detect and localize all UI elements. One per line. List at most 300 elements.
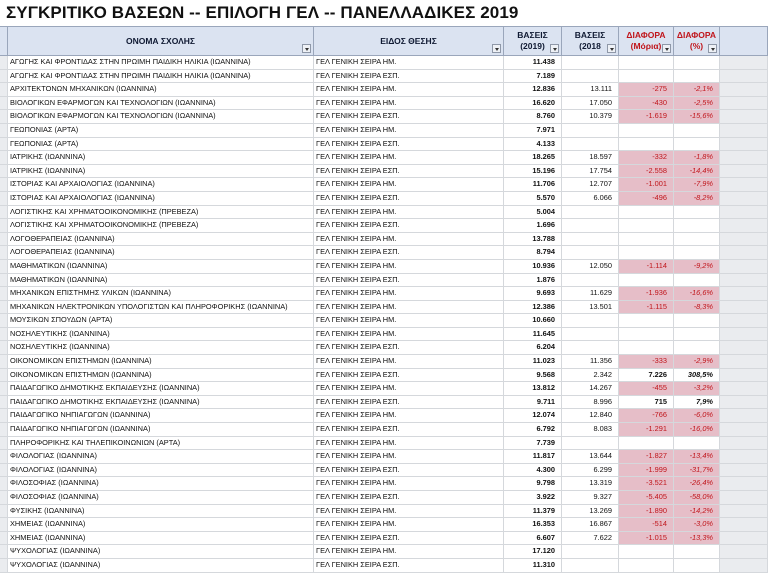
- position-type-cell[interactable]: ΓΕΛ ΓΕΝΙΚΗ ΣΕΙΡΑ ΕΣΠ.: [314, 491, 504, 504]
- row-header-cell[interactable]: [0, 409, 8, 422]
- empty-cell[interactable]: [720, 396, 768, 409]
- row-header-cell[interactable]: [0, 110, 8, 123]
- diff-points-cell[interactable]: -275: [619, 83, 674, 96]
- position-type-cell[interactable]: ΓΕΛ ΓΕΝΙΚΗ ΣΕΙΡΑ ΗΜ.: [314, 545, 504, 558]
- empty-cell[interactable]: [720, 178, 768, 191]
- base-2018-cell[interactable]: 13.111: [562, 83, 619, 96]
- position-type-cell[interactable]: ΓΕΛ ΓΕΝΙΚΗ ΣΕΙΡΑ ΗΜ.: [314, 56, 504, 69]
- table-row[interactable]: [0, 206, 768, 220]
- position-type-cell[interactable]: ΓΕΛ ΓΕΝΙΚΗ ΣΕΙΡΑ ΕΣΠ.: [314, 396, 504, 409]
- diff-percent-cell[interactable]: -8,3%: [674, 301, 720, 314]
- school-name-cell[interactable]: ΠΑΙΔΑΓΩΓΙΚΟ ΝΗΠΙΑΓΩΓΩΝ (ΙΩΑΝΝΙΝΑ): [8, 423, 314, 436]
- base-2019-cell[interactable]: 12.074: [504, 409, 562, 422]
- base-2018-cell[interactable]: 12.840: [562, 409, 619, 422]
- diff-points-cell[interactable]: -1.115: [619, 301, 674, 314]
- empty-cell[interactable]: [720, 491, 768, 504]
- base-2019-cell[interactable]: 11.438: [504, 56, 562, 69]
- table-row[interactable]: [0, 532, 768, 546]
- table-row[interactable]: [0, 233, 768, 247]
- base-2019-cell[interactable]: 9.693: [504, 287, 562, 300]
- base-2018-cell[interactable]: 6.066: [562, 192, 619, 205]
- base-2019-cell[interactable]: 10.660: [504, 314, 562, 327]
- table-row[interactable]: [0, 355, 768, 369]
- row-header-cell[interactable]: [0, 206, 8, 219]
- base-2019-cell[interactable]: 11.706: [504, 178, 562, 191]
- table-row[interactable]: [0, 423, 768, 437]
- diff-percent-cell[interactable]: -2,1%: [674, 83, 720, 96]
- row-header-cell[interactable]: [0, 151, 8, 164]
- diff-percent-cell[interactable]: [674, 206, 720, 219]
- diff-points-cell[interactable]: -333: [619, 355, 674, 368]
- base-2019-cell[interactable]: 11.310: [504, 559, 562, 572]
- base-2018-cell[interactable]: 17.050: [562, 97, 619, 110]
- empty-cell[interactable]: [720, 545, 768, 558]
- table-row[interactable]: [0, 178, 768, 192]
- table-row[interactable]: [0, 192, 768, 206]
- row-header-cell[interactable]: [0, 450, 8, 463]
- base-2019-cell[interactable]: 7.739: [504, 437, 562, 450]
- diff-percent-cell[interactable]: -2,5%: [674, 97, 720, 110]
- school-name-cell[interactable]: ΓΕΩΠΟΝΙΑΣ (ΑΡΤΑ): [8, 124, 314, 137]
- school-name-cell[interactable]: ΨΥΧΟΛΟΓΙΑΣ (ΙΩΑΝΝΙΝΑ): [8, 545, 314, 558]
- table-row[interactable]: [0, 151, 768, 165]
- table-row[interactable]: [0, 464, 768, 478]
- row-header-cell[interactable]: [0, 477, 8, 490]
- school-name-cell[interactable]: ΜΑΘΗΜΑΤΙΚΩΝ (ΙΩΑΝΝΙΝΑ): [8, 274, 314, 287]
- base-2019-cell[interactable]: 15.196: [504, 165, 562, 178]
- row-header-cell[interactable]: [0, 301, 8, 314]
- row-header-cell[interactable]: [0, 56, 8, 69]
- position-type-cell[interactable]: ΓΕΛ ΓΕΝΙΚΗ ΣΕΙΡΑ ΗΜ.: [314, 206, 504, 219]
- school-name-cell[interactable]: ΧΗΜΕΙΑΣ (ΙΩΑΝΝΙΝΑ): [8, 532, 314, 545]
- row-header-cell[interactable]: [0, 518, 8, 531]
- diff-points-cell[interactable]: [619, 328, 674, 341]
- base-2018-cell[interactable]: [562, 559, 619, 572]
- base-2019-cell[interactable]: 11.023: [504, 355, 562, 368]
- row-header-cell[interactable]: [0, 355, 8, 368]
- row-header-cell[interactable]: [0, 382, 8, 395]
- table-row[interactable]: [0, 341, 768, 355]
- school-name-cell[interactable]: ΧΗΜΕΙΑΣ (ΙΩΑΝΝΙΝΑ): [8, 518, 314, 531]
- diff-points-cell[interactable]: -1.001: [619, 178, 674, 191]
- diff-percent-cell[interactable]: -26,4%: [674, 477, 720, 490]
- table-row[interactable]: [0, 260, 768, 274]
- row-header-cell[interactable]: [0, 124, 8, 137]
- empty-cell[interactable]: [720, 532, 768, 545]
- school-name-cell[interactable]: ΨΥΧΟΛΟΓΙΑΣ (ΙΩΑΝΝΙΝΑ): [8, 559, 314, 572]
- base-2019-cell[interactable]: 18.265: [504, 151, 562, 164]
- position-type-cell[interactable]: ΓΕΛ ΓΕΝΙΚΗ ΣΕΙΡΑ ΗΜ.: [314, 477, 504, 490]
- table-row[interactable]: [0, 246, 768, 260]
- table-row[interactable]: [0, 301, 768, 315]
- diff-points-cell[interactable]: [619, 56, 674, 69]
- position-type-cell[interactable]: ΓΕΛ ΓΕΝΙΚΗ ΣΕΙΡΑ ΕΣΠ.: [314, 138, 504, 151]
- base-2019-cell[interactable]: 3.922: [504, 491, 562, 504]
- school-name-cell[interactable]: ΙΣΤΟΡΙΑΣ ΚΑΙ ΑΡΧΑΙΟΛΟΓΙΑΣ (ΙΩΑΝΝΙΝΑ): [8, 178, 314, 191]
- school-name-cell[interactable]: ΦΙΛΟΛΟΓΙΑΣ (ΙΩΑΝΝΙΝΑ): [8, 450, 314, 463]
- diff-points-cell[interactable]: -1.827: [619, 450, 674, 463]
- row-header-cell[interactable]: [0, 274, 8, 287]
- position-type-cell[interactable]: ΓΕΛ ΓΕΝΙΚΗ ΣΕΙΡΑ ΕΣΠ.: [314, 369, 504, 382]
- empty-cell[interactable]: [720, 274, 768, 287]
- school-name-cell[interactable]: ΠΑΙΔΑΓΩΓΙΚΟ ΔΗΜΟΤΙΚΗΣ ΕΚΠΑΙΔΕΥΣΗΣ (ΙΩΑΝΝΙΝΑ): [8, 382, 314, 395]
- diff-percent-cell[interactable]: [674, 138, 720, 151]
- base-2018-cell[interactable]: [562, 274, 619, 287]
- table-row[interactable]: [0, 219, 768, 233]
- diff-percent-cell[interactable]: -8,2%: [674, 192, 720, 205]
- diff-percent-cell[interactable]: -9,2%: [674, 260, 720, 273]
- base-2018-cell[interactable]: 8.996: [562, 396, 619, 409]
- empty-cell[interactable]: [720, 518, 768, 531]
- empty-cell[interactable]: [720, 97, 768, 110]
- base-2018-cell[interactable]: 10.379: [562, 110, 619, 123]
- table-row[interactable]: [0, 396, 768, 410]
- base-2019-cell[interactable]: 7.189: [504, 70, 562, 83]
- empty-cell[interactable]: [720, 559, 768, 572]
- diff-percent-cell[interactable]: -13,4%: [674, 450, 720, 463]
- base-2018-cell[interactable]: 18.597: [562, 151, 619, 164]
- table-row[interactable]: [0, 314, 768, 328]
- base-2019-cell[interactable]: 12.386: [504, 301, 562, 314]
- school-name-cell[interactable]: ΛΟΓΙΣΤΙΚΗΣ ΚΑΙ ΧΡΗΜΑΤΟΟΙΚΟΝΟΜΙΚΗΣ (ΠΡΕΒΕΖΑ): [8, 219, 314, 232]
- diff-points-cell[interactable]: [619, 219, 674, 232]
- row-header-cell[interactable]: [0, 341, 8, 354]
- base-2019-cell[interactable]: 10.936: [504, 260, 562, 273]
- position-type-cell[interactable]: ΓΕΛ ΓΕΝΙΚΗ ΣΕΙΡΑ ΗΜ.: [314, 355, 504, 368]
- row-header-cell[interactable]: [0, 559, 8, 572]
- diff-percent-cell[interactable]: [674, 328, 720, 341]
- position-type-cell[interactable]: ΓΕΛ ΓΕΝΙΚΗ ΣΕΙΡΑ ΗΜ.: [314, 328, 504, 341]
- base-2019-cell[interactable]: 16.353: [504, 518, 562, 531]
- diff-percent-cell[interactable]: [674, 219, 720, 232]
- position-type-cell[interactable]: ΓΕΛ ΓΕΝΙΚΗ ΣΕΙΡΑ ΗΜ.: [314, 287, 504, 300]
- school-name-cell[interactable]: ΑΓΩΓΗΣ ΚΑΙ ΦΡΟΝΤΙΔΑΣ ΣΤΗΝ ΠΡΩΙΜΗ ΠΑΙΔΙΚΗ ΗΛΙΚΙΑ (ΙΩΑΝΝΙΝΑ): [8, 56, 314, 69]
- diff-percent-cell[interactable]: -3,2%: [674, 382, 720, 395]
- table-row[interactable]: [0, 274, 768, 288]
- base-2018-cell[interactable]: [562, 70, 619, 83]
- diff-percent-cell[interactable]: [674, 274, 720, 287]
- diff-points-cell[interactable]: [619, 246, 674, 259]
- position-type-cell[interactable]: ΓΕΛ ΓΕΝΙΚΗ ΣΕΙΡΑ ΕΣΠ.: [314, 246, 504, 259]
- school-name-cell[interactable]: ΛΟΓΟΘΕΡΑΠΕΙΑΣ (ΙΩΑΝΝΙΝΑ): [8, 233, 314, 246]
- table-row[interactable]: [0, 124, 768, 138]
- school-name-cell[interactable]: ΙΑΤΡΙΚΗΣ (ΙΩΑΝΝΙΝΑ): [8, 165, 314, 178]
- base-2019-cell[interactable]: 4.300: [504, 464, 562, 477]
- empty-cell[interactable]: [720, 409, 768, 422]
- school-name-cell[interactable]: ΒΙΟΛΟΓΙΚΩΝ ΕΦΑΡΜΟΓΩΝ ΚΑΙ ΤΕΧΝΟΛΟΓΙΩΝ (ΙΩΑΝΝΙΝΑ): [8, 110, 314, 123]
- filter-dropdown-icon[interactable]: [662, 44, 671, 53]
- base-2018-cell[interactable]: 12.707: [562, 178, 619, 191]
- position-type-cell[interactable]: ΓΕΛ ΓΕΝΙΚΗ ΣΕΙΡΑ ΗΜ.: [314, 151, 504, 164]
- position-type-cell[interactable]: ΓΕΛ ΓΕΝΙΚΗ ΣΕΙΡΑ ΕΣΠ.: [314, 165, 504, 178]
- empty-cell[interactable]: [720, 477, 768, 490]
- base-2019-cell[interactable]: 1.876: [504, 274, 562, 287]
- table-row[interactable]: [0, 545, 768, 559]
- diff-percent-cell[interactable]: -7,9%: [674, 178, 720, 191]
- diff-points-cell[interactable]: -2.558: [619, 165, 674, 178]
- diff-points-cell[interactable]: [619, 124, 674, 137]
- row-header-cell[interactable]: [0, 328, 8, 341]
- diff-percent-cell[interactable]: 7,9%: [674, 396, 720, 409]
- base-2019-cell[interactable]: 6.607: [504, 532, 562, 545]
- row-header-cell[interactable]: [0, 219, 8, 232]
- diff-points-cell[interactable]: -496: [619, 192, 674, 205]
- empty-cell[interactable]: [720, 423, 768, 436]
- table-row[interactable]: [0, 165, 768, 179]
- diff-percent-cell[interactable]: [674, 70, 720, 83]
- position-type-cell[interactable]: ΓΕΛ ΓΕΝΙΚΗ ΣΕΙΡΑ ΗΜ.: [314, 505, 504, 518]
- filter-dropdown-icon[interactable]: [302, 44, 311, 53]
- empty-cell[interactable]: [720, 151, 768, 164]
- diff-percent-cell[interactable]: [674, 559, 720, 572]
- empty-cell[interactable]: [720, 124, 768, 137]
- base-2018-cell[interactable]: 9.327: [562, 491, 619, 504]
- row-header-cell[interactable]: [0, 138, 8, 151]
- diff-points-cell[interactable]: -1.015: [619, 532, 674, 545]
- base-2018-cell[interactable]: [562, 246, 619, 259]
- base-2018-cell[interactable]: [562, 437, 619, 450]
- row-header-cell[interactable]: [0, 532, 8, 545]
- diff-points-cell[interactable]: -1.114: [619, 260, 674, 273]
- empty-cell[interactable]: [720, 165, 768, 178]
- school-name-cell[interactable]: ΒΙΟΛΟΓΙΚΩΝ ΕΦΑΡΜΟΓΩΝ ΚΑΙ ΤΕΧΝΟΛΟΓΙΩΝ (ΙΩΑΝΝΙΝΑ): [8, 97, 314, 110]
- diff-points-cell[interactable]: -332: [619, 151, 674, 164]
- base-2019-cell[interactable]: 5.570: [504, 192, 562, 205]
- base-2019-cell[interactable]: 11.379: [504, 505, 562, 518]
- row-header-cell[interactable]: [0, 491, 8, 504]
- position-type-cell[interactable]: ΓΕΛ ΓΕΝΙΚΗ ΣΕΙΡΑ ΗΜ.: [314, 83, 504, 96]
- empty-cell[interactable]: [720, 70, 768, 83]
- position-type-cell[interactable]: ΓΕΛ ΓΕΝΙΚΗ ΣΕΙΡΑ ΕΣΠ.: [314, 192, 504, 205]
- position-type-cell[interactable]: ΓΕΛ ΓΕΝΙΚΗ ΣΕΙΡΑ ΕΣΠ.: [314, 464, 504, 477]
- empty-cell[interactable]: [720, 464, 768, 477]
- school-name-cell[interactable]: ΑΓΩΓΗΣ ΚΑΙ ΦΡΟΝΤΙΔΑΣ ΣΤΗΝ ΠΡΩΙΜΗ ΠΑΙΔΙΚΗ ΗΛΙΚΙΑ (ΙΩΑΝΝΙΝΑ): [8, 70, 314, 83]
- position-type-cell[interactable]: ΓΕΛ ΓΕΝΙΚΗ ΣΕΙΡΑ ΗΜ.: [314, 260, 504, 273]
- diff-points-cell[interactable]: -1.619: [619, 110, 674, 123]
- school-name-cell[interactable]: ΙΣΤΟΡΙΑΣ ΚΑΙ ΑΡΧΑΙΟΛΟΓΙΑΣ (ΙΩΑΝΝΙΝΑ): [8, 192, 314, 205]
- diff-points-cell[interactable]: [619, 138, 674, 151]
- row-header-cell[interactable]: [0, 396, 8, 409]
- table-row[interactable]: [0, 83, 768, 97]
- position-type-cell[interactable]: ΓΕΛ ΓΕΝΙΚΗ ΣΕΙΡΑ ΕΣΠ.: [314, 110, 504, 123]
- diff-percent-cell[interactable]: [674, 124, 720, 137]
- empty-cell[interactable]: [720, 314, 768, 327]
- position-type-cell[interactable]: ΓΕΛ ΓΕΝΙΚΗ ΣΕΙΡΑ ΗΜ.: [314, 124, 504, 137]
- diff-percent-cell[interactable]: [674, 437, 720, 450]
- base-2018-cell[interactable]: 16.867: [562, 518, 619, 531]
- position-type-cell[interactable]: ΓΕΛ ΓΕΝΙΚΗ ΣΕΙΡΑ ΗΜ.: [314, 97, 504, 110]
- base-2018-cell[interactable]: [562, 314, 619, 327]
- diff-points-cell[interactable]: -3.521: [619, 477, 674, 490]
- diff-percent-cell[interactable]: -14,4%: [674, 165, 720, 178]
- school-name-cell[interactable]: ΦΙΛΟΣΟΦΙΑΣ (ΙΩΑΝΝΙΝΑ): [8, 491, 314, 504]
- diff-points-cell[interactable]: [619, 559, 674, 572]
- position-type-cell[interactable]: ΓΕΛ ΓΕΝΙΚΗ ΣΕΙΡΑ ΗΜ.: [314, 450, 504, 463]
- diff-points-cell[interactable]: [619, 233, 674, 246]
- school-name-cell[interactable]: ΜΑΘΗΜΑΤΙΚΩΝ (ΙΩΑΝΝΙΝΑ): [8, 260, 314, 273]
- base-2018-cell[interactable]: 2.342: [562, 369, 619, 382]
- position-type-cell[interactable]: ΓΕΛ ΓΕΝΙΚΗ ΣΕΙΡΑ ΗΜ.: [314, 314, 504, 327]
- base-2019-cell[interactable]: 8.760: [504, 110, 562, 123]
- school-name-cell[interactable]: ΙΑΤΡΙΚΗΣ (ΙΩΑΝΝΙΝΑ): [8, 151, 314, 164]
- diff-percent-cell[interactable]: -15,6%: [674, 110, 720, 123]
- base-2019-cell[interactable]: 11.645: [504, 328, 562, 341]
- base-2019-cell[interactable]: 1.696: [504, 219, 562, 232]
- filter-dropdown-icon[interactable]: [550, 44, 559, 53]
- position-type-cell[interactable]: ΓΕΛ ΓΕΝΙΚΗ ΣΕΙΡΑ ΗΜ.: [314, 178, 504, 191]
- row-header-cell[interactable]: [0, 369, 8, 382]
- diff-points-cell[interactable]: -430: [619, 97, 674, 110]
- table-row[interactable]: [0, 56, 768, 70]
- diff-percent-cell[interactable]: -6,0%: [674, 409, 720, 422]
- position-type-cell[interactable]: ΓΕΛ ΓΕΝΙΚΗ ΣΕΙΡΑ ΗΜ.: [314, 518, 504, 531]
- school-name-cell[interactable]: ΛΟΓΙΣΤΙΚΗΣ ΚΑΙ ΧΡΗΜΑΤΟΟΙΚΟΝΟΜΙΚΗΣ (ΠΡΕΒΕΖΑ): [8, 206, 314, 219]
- school-name-cell[interactable]: ΜΗΧΑΝΙΚΩΝ ΗΛΕΚΤΡΟΝΙΚΩΝ ΥΠΟΛΟΓΙΣΤΩΝ ΚΑΙ ΠΛΗΡΟΦΟΡΙΚΗΣ (ΙΩΑΝΝΙΝΑ): [8, 301, 314, 314]
- school-name-cell[interactable]: ΑΡΧΙΤΕΚΤΟΝΩΝ ΜΗΧΑΝΙΚΩΝ (ΙΩΑΝΝΙΝΑ): [8, 83, 314, 96]
- table-row[interactable]: [0, 477, 768, 491]
- diff-points-cell[interactable]: -455: [619, 382, 674, 395]
- row-header-cell[interactable]: [0, 314, 8, 327]
- diff-percent-cell[interactable]: -31,7%: [674, 464, 720, 477]
- diff-points-cell[interactable]: [619, 545, 674, 558]
- empty-cell[interactable]: [720, 83, 768, 96]
- base-2018-cell[interactable]: 8.083: [562, 423, 619, 436]
- base-2018-cell[interactable]: 13.644: [562, 450, 619, 463]
- base-2018-cell[interactable]: [562, 56, 619, 69]
- diff-points-cell[interactable]: [619, 314, 674, 327]
- base-2018-cell[interactable]: 12.050: [562, 260, 619, 273]
- row-header-cell[interactable]: [0, 83, 8, 96]
- table-row[interactable]: [0, 382, 768, 396]
- base-2018-cell[interactable]: 17.754: [562, 165, 619, 178]
- school-name-cell[interactable]: ΦΙΛΟΣΟΦΙΑΣ (ΙΩΑΝΝΙΝΑ): [8, 477, 314, 490]
- table-row[interactable]: [0, 437, 768, 451]
- position-type-cell[interactable]: ΓΕΛ ΓΕΝΙΚΗ ΣΕΙΡΑ ΕΣΠ.: [314, 219, 504, 232]
- position-type-cell[interactable]: ΓΕΛ ΓΕΝΙΚΗ ΣΕΙΡΑ ΗΜ.: [314, 382, 504, 395]
- base-2018-cell[interactable]: [562, 328, 619, 341]
- empty-cell[interactable]: [720, 233, 768, 246]
- diff-percent-cell[interactable]: -16,6%: [674, 287, 720, 300]
- empty-cell[interactable]: [720, 437, 768, 450]
- base-2018-cell[interactable]: [562, 138, 619, 151]
- table-row[interactable]: [0, 328, 768, 342]
- row-header-cell[interactable]: [0, 287, 8, 300]
- diff-percent-cell[interactable]: [674, 341, 720, 354]
- diff-points-cell[interactable]: -1.999: [619, 464, 674, 477]
- diff-percent-cell[interactable]: -13,3%: [674, 532, 720, 545]
- diff-points-cell[interactable]: [619, 70, 674, 83]
- position-type-cell[interactable]: ΓΕΛ ΓΕΝΙΚΗ ΣΕΙΡΑ ΕΣΠ.: [314, 274, 504, 287]
- base-2018-cell[interactable]: [562, 219, 619, 232]
- diff-percent-cell[interactable]: -16,0%: [674, 423, 720, 436]
- school-name-cell[interactable]: ΜΟΥΣΙΚΩΝ ΣΠΟΥΔΩΝ (ΑΡΤΑ): [8, 314, 314, 327]
- empty-cell[interactable]: [720, 219, 768, 232]
- base-2018-cell[interactable]: [562, 545, 619, 558]
- base-2018-cell[interactable]: 11.629: [562, 287, 619, 300]
- diff-points-cell[interactable]: -1.291: [619, 423, 674, 436]
- base-2018-cell[interactable]: 13.501: [562, 301, 619, 314]
- empty-cell[interactable]: [720, 450, 768, 463]
- school-name-cell[interactable]: ΜΗΧΑΝΙΚΩΝ ΕΠΙΣΤΗΜΗΣ ΥΛΙΚΩΝ (ΙΩΑΝΝΙΝΑ): [8, 287, 314, 300]
- row-header-cell[interactable]: [0, 437, 8, 450]
- position-type-cell[interactable]: ΓΕΛ ΓΕΝΙΚΗ ΣΕΙΡΑ ΕΣΠ.: [314, 341, 504, 354]
- base-2019-cell[interactable]: 9.798: [504, 477, 562, 490]
- row-header-cell[interactable]: [0, 423, 8, 436]
- school-name-cell[interactable]: ΟΙΚΟΝΟΜΙΚΩΝ ΕΠΙΣΤΗΜΩΝ (ΙΩΑΝΝΙΝΑ): [8, 369, 314, 382]
- position-type-cell[interactable]: ΓΕΛ ΓΕΝΙΚΗ ΣΕΙΡΑ ΕΣΠ.: [314, 423, 504, 436]
- diff-percent-cell[interactable]: [674, 56, 720, 69]
- school-name-cell[interactable]: ΝΟΣΗΛΕΥΤΙΚΗΣ (ΙΩΑΝΝΙΝΑ): [8, 328, 314, 341]
- empty-cell[interactable]: [720, 56, 768, 69]
- empty-cell[interactable]: [720, 246, 768, 259]
- diff-points-cell[interactable]: [619, 206, 674, 219]
- diff-percent-cell[interactable]: [674, 246, 720, 259]
- base-2019-cell[interactable]: 16.620: [504, 97, 562, 110]
- row-header-cell[interactable]: [0, 464, 8, 477]
- diff-points-cell[interactable]: -766: [619, 409, 674, 422]
- diff-points-cell[interactable]: -1.936: [619, 287, 674, 300]
- diff-percent-cell[interactable]: -58,0%: [674, 491, 720, 504]
- diff-points-cell[interactable]: [619, 437, 674, 450]
- diff-percent-cell[interactable]: [674, 314, 720, 327]
- position-type-cell[interactable]: ΓΕΛ ΓΕΝΙΚΗ ΣΕΙΡΑ ΗΜ.: [314, 301, 504, 314]
- row-header-cell[interactable]: [0, 545, 8, 558]
- row-header-cell[interactable]: [0, 260, 8, 273]
- diff-percent-cell[interactable]: [674, 545, 720, 558]
- diff-points-cell[interactable]: -514: [619, 518, 674, 531]
- base-2018-cell[interactable]: [562, 341, 619, 354]
- empty-cell[interactable]: [720, 355, 768, 368]
- empty-cell[interactable]: [720, 192, 768, 205]
- table-row[interactable]: [0, 450, 768, 464]
- diff-points-cell[interactable]: -1.890: [619, 505, 674, 518]
- table-row[interactable]: [0, 138, 768, 152]
- row-header-cell[interactable]: [0, 178, 8, 191]
- position-type-cell[interactable]: ΓΕΛ ΓΕΝΙΚΗ ΣΕΙΡΑ ΕΣΠ.: [314, 532, 504, 545]
- table-row[interactable]: [0, 97, 768, 111]
- row-header-cell[interactable]: [0, 70, 8, 83]
- base-2018-cell[interactable]: [562, 206, 619, 219]
- diff-percent-cell[interactable]: 308,5%: [674, 369, 720, 382]
- table-row[interactable]: [0, 287, 768, 301]
- diff-percent-cell[interactable]: [674, 233, 720, 246]
- school-name-cell[interactable]: ΟΙΚΟΝΟΜΙΚΩΝ ΕΠΙΣΤΗΜΩΝ (ΙΩΑΝΝΙΝΑ): [8, 355, 314, 368]
- position-type-cell[interactable]: ΓΕΛ ΓΕΝΙΚΗ ΣΕΙΡΑ ΗΜ.: [314, 437, 504, 450]
- school-name-cell[interactable]: ΠΛΗΡΟΦΟΡΙΚΗΣ ΚΑΙ ΤΗΛΕΠΙΚΟΙΝΩΝΙΩΝ (ΑΡΤΑ): [8, 437, 314, 450]
- base-2019-cell[interactable]: 8.794: [504, 246, 562, 259]
- base-2019-cell[interactable]: 6.204: [504, 341, 562, 354]
- row-header-cell[interactable]: [0, 97, 8, 110]
- diff-points-cell[interactable]: 715: [619, 396, 674, 409]
- diff-points-cell[interactable]: -5.405: [619, 491, 674, 504]
- school-name-cell[interactable]: ΓΕΩΠΟΝΙΑΣ (ΑΡΤΑ): [8, 138, 314, 151]
- row-header-cell[interactable]: [0, 233, 8, 246]
- school-name-cell[interactable]: ΦΥΣΙΚΗΣ (ΙΩΑΝΝΙΝΑ): [8, 505, 314, 518]
- base-2019-cell[interactable]: 9.568: [504, 369, 562, 382]
- empty-cell[interactable]: [720, 328, 768, 341]
- position-type-cell[interactable]: ΓΕΛ ΓΕΝΙΚΗ ΣΕΙΡΑ ΗΜ.: [314, 409, 504, 422]
- empty-cell[interactable]: [720, 341, 768, 354]
- row-header-cell[interactable]: [0, 192, 8, 205]
- base-2019-cell[interactable]: 7.971: [504, 124, 562, 137]
- school-name-cell[interactable]: ΦΙΛΟΛΟΓΙΑΣ (ΙΩΑΝΝΙΝΑ): [8, 464, 314, 477]
- base-2019-cell[interactable]: 5.004: [504, 206, 562, 219]
- base-2019-cell[interactable]: 13.812: [504, 382, 562, 395]
- position-type-cell[interactable]: ΓΕΛ ΓΕΝΙΚΗ ΣΕΙΡΑ ΗΜ.: [314, 233, 504, 246]
- school-name-cell[interactable]: ΠΑΙΔΑΓΩΓΙΚΟ ΝΗΠΙΑΓΩΓΩΝ (ΙΩΑΝΝΙΝΑ): [8, 409, 314, 422]
- position-type-cell[interactable]: ΓΕΛ ΓΕΝΙΚΗ ΣΕΙΡΑ ΕΣΠ.: [314, 559, 504, 572]
- row-header-cell[interactable]: [0, 505, 8, 518]
